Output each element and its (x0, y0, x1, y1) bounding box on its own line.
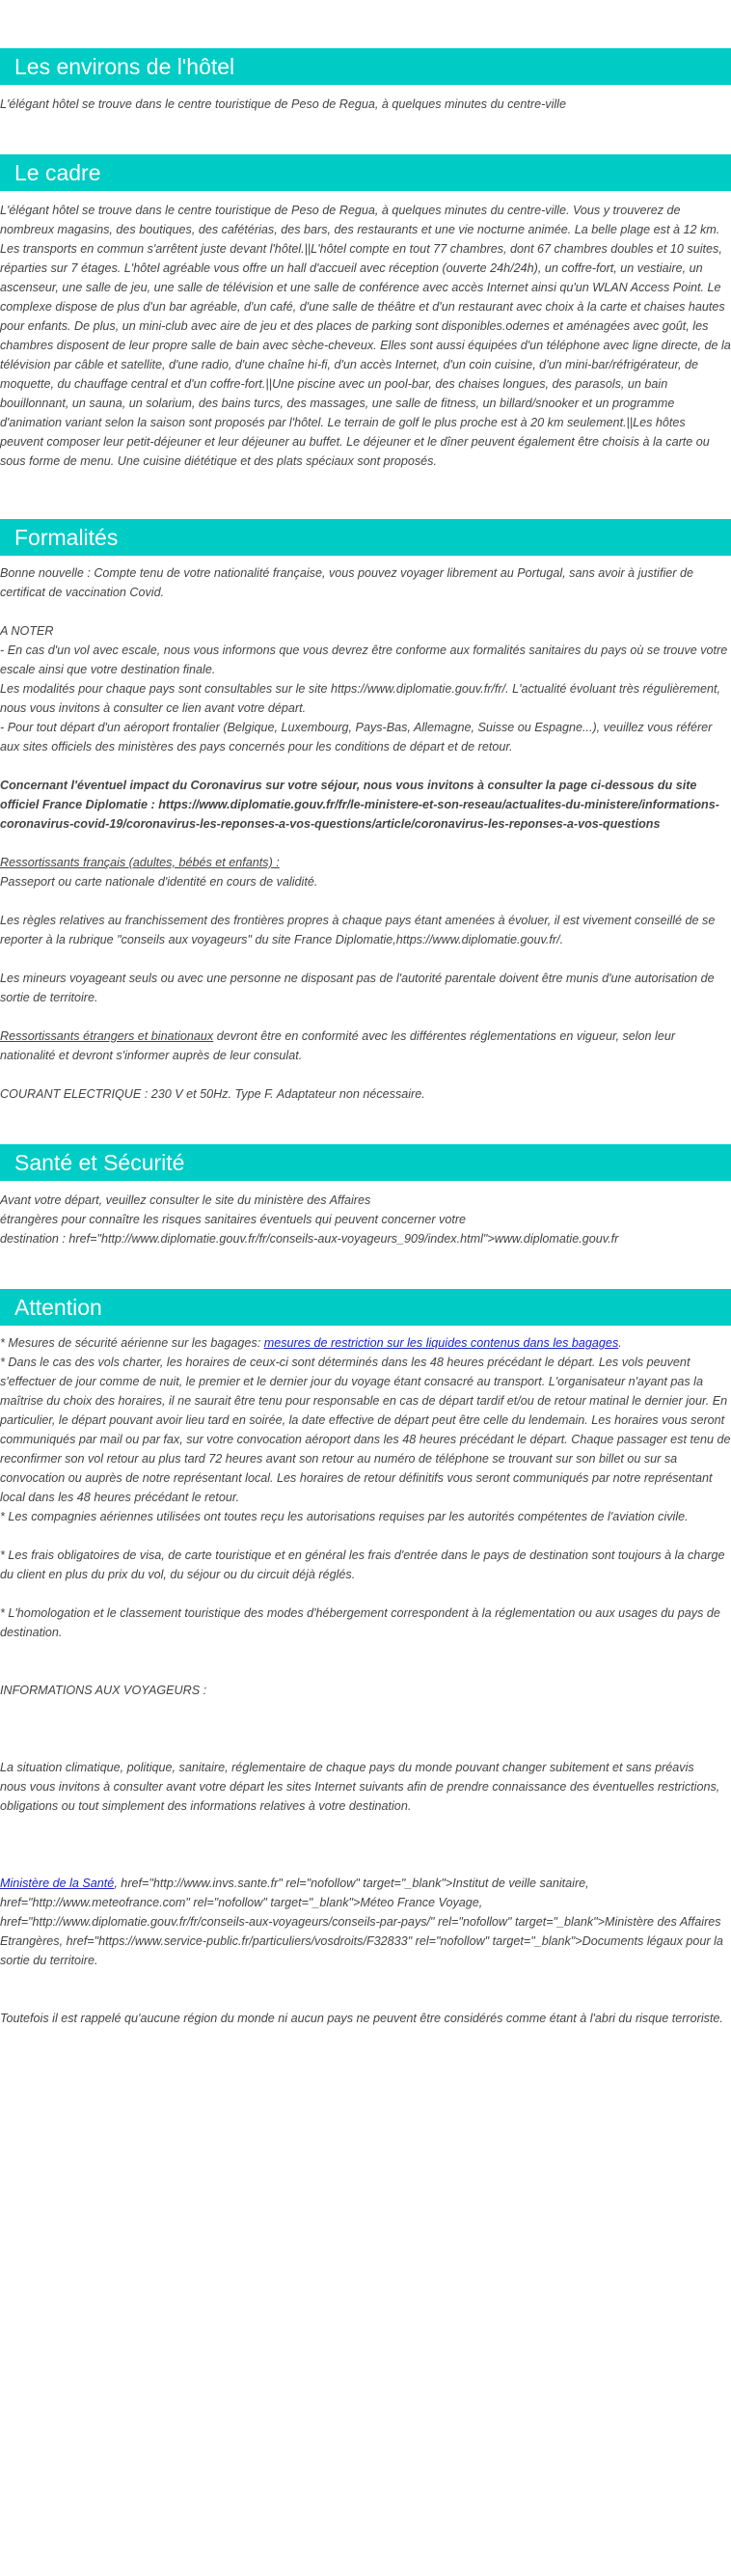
mesures-suffix: . (618, 1336, 622, 1350)
section-environs (0, 0, 731, 114)
ministere-sante-link[interactable]: Ministère de la Santé (0, 1877, 115, 1890)
section-title-formalites: Formalités (0, 519, 731, 556)
environs-text: L'élégant hôtel se trouve dans le centre touristique de Peso de Regua, à quelques minutes du centre-ville (0, 97, 566, 111)
a-noter-heading: A NOTER (0, 624, 54, 638)
a-noter-modalites: Les modalités pour chaque pays sont consultables sur le site https://www.diplomatie.gouv.fr/fr/. L'actualité évoluant très régulièrement, nous vous invitons à consulter ce lien avant votre départ. (0, 682, 720, 715)
ressortissants-etrangers (0, 1027, 731, 1065)
sante-line-3: destination : href="http://www.diplomatie.gouv.fr/fr/conseils-aux-voyageurs_909/index.html">www.diplomatie.gouv.fr (0, 1232, 619, 1246)
covid-notice: Concernant l'éventuel impact du Coronavirus sur votre séjour, nous vous invitons à consulter la page ci-dessous du site officiel France Diplomatie : https://www.diplomatie.gouv.fr/fr/le-ministere-et-son-reseau/actualites-du-ministere/informations-coronavirus-covid-19/coronavirus-les-reponses-a-vos-questions/article/coronavirus-les-reponses-a-vos-questions (0, 779, 719, 831)
ressortissants-etrangers-text: devront être en conformité avec les différentes réglementations en vigueur, selon leur nationalité et devront s'informer auprès de leur consulat. (0, 1029, 676, 1062)
risque-terroriste: Toutefois il est rappelé qu'aucune région du monde ni aucun pays ne peuvent être considérés comme étant à l'abri du risque terroriste. (0, 2012, 723, 2025)
liens-officiels (0, 1874, 731, 1970)
sante-line-2: étrangères pour connaître les risques sanitaires éventuels qui peuvent concerner votre (0, 1213, 467, 1226)
ressortissants-etrangers-label: Ressortissants étrangers et binationaux (0, 1029, 214, 1043)
regles-frontieres: Les règles relatives au franchissement des frontières propres à chaque pays étant amenées à évoluer, il est vivement conseillé de se reporter à la rubrique "conseils aux voyageurs" du site France Diplomatie,https://www.diplomatie.gouv.fr/. (0, 914, 716, 946)
courant-electrique: COURANT ELECTRIQUE : 230 V et 50Hz. Type F. Adaptateur non nécessaire. (0, 1087, 425, 1101)
section-title-cadre: Le cadre (0, 154, 731, 191)
a-noter-escale: - En cas d'un vol avec escale, nous vous informons que vous devrez être conforme aux formalités sanitaires du pays où se trouve votre escale ainsi que votre destination finale. (0, 644, 728, 676)
cadre-text: L'élégant hôtel se trouve dans le centre touristique de Peso de Regua, à quelques minutes du centre-ville. Vous y trouverez de nombreux magasins, des boutiques, des cafétérias, des bars, des restaurants et une vie nocturne animée. La belle plage est à 12 km. Les transports en commun s'arrêtent juste devant l'hôtel.||L'hôtel compte en tout 77 chambres, dont 67 chambres doubles et 10 suites, réparties sur 7 étages. L'hôtel agréable vous offre un hall d'accueil avec réception (ouverte 24h/24h), un coffre-fort, un vestiaire, un ascenseur, une salle de jeu, une salle de télévision et une salle de conférence avec accès Internet ainsi qu'un WLAN Access Point. Le complexe dispose de plus d'un bar agréable, d'un café, d'une salle de théâtre et d'un restaurant avec choix à la carte et chaises hautes pour enfants. De plus, un mini-club avec aire de jeu et des places de parking sont disponibles.odernes et aménagées avec goût, les chambres disposent de leur propre salle de bain avec sèche-cheveux. Elles sont aussi équipées d'un téléphone avec ligne directe, de la télévision par câble et satellite, d'une radio, d'une chaîne hi-fi, d'un accès Internet, d'un coin cuisine, d'un mini-bar/réfrigérateur, de moquette, du chauffage central et d'un coffre-fort.||Une piscine avec un pool-bar, des chaises longues, des parasols, un bain bouillonnant, un sauna, un solarium, des bains turcs, des massages, une salle de fitness, un billard/snooker et un programme d'animation variant selon la saison sont proposés par l'hôtel. Le terrain de golf le plus proche est à 20 km seulement.||Les hôtes peuvent composer leur petit-déjeuner et leur déjeuner au buffet. Le déjeuner et le dîner peuvent également être choisis à la carte ou sous forme de menu. Une cuisine diététique et des plats spéciaux sont proposés. (0, 204, 731, 468)
section-cadre (0, 114, 731, 471)
liens-officiels-text: , href="http://www.invs.sante.fr" rel="nofollow" target="_blank">Institut de veille sanitaire, href="http://www.meteofrance.com" rel="nofollow" target="_blank">Méteo France Voyage, href="http://www.diplomatie.gouv.fr/fr/conseils-aux-voyageurs/conseils-par-pays/" rel="nofollow" target="_blank">Ministère des Affaires Etrangères, href="https://www.service-public.fr/particuliers/vosdroits/F32833" rel="nofollow" target="_blank">Documents légaux pour la sortie du territoire. (0, 1877, 723, 1967)
formalites-intro: Bonne nouvelle : Compte tenu de votre nationalité française, vous pouvez voyager librement au Portugal, sans avoir à justifier de certificat de vaccination Covid. (0, 566, 693, 599)
situation-line-2: nous vous invitons à consulter avant votre départ les sites Internet suivants afin de prendre connaissance des éventuelles restrictions, obligations ou tout simplement des informations relatives à votre destination. (0, 1780, 720, 1813)
situation-line-1: La situation climatique, politique, sanitaire, réglementaire de chaque pays du monde pouvant changer subitement et sans préavis (0, 1761, 694, 1774)
compagnies-aeriennes: * Les compagnies aériennes utilisées ont toutes reçu les autorisations requises par les autorités compétentes de l'aviation civile. (0, 1510, 689, 1523)
frais-obligatoires: * Les frais obligatoires de visa, de carte touristique et en général les frais d'entrée dans le pays de destination sont toujours à la charge du client en plus du prix du vol, du séjour ou du circuit déjà réglés. (0, 1548, 725, 1581)
sante-line-1: Avant votre départ, veuillez consulter le site du ministère des Affaires (0, 1193, 371, 1207)
mesures-securite (0, 1333, 731, 1353)
informations-voyageurs: INFORMATIONS AUX VOYAGEURS : (0, 1684, 207, 1697)
ressortissants-francais-label: Ressortissants français (adultes, bébés et enfants) : (0, 856, 280, 869)
homologation: * L'homologation et le classement touristique des modes d'hébergement correspondent à la réglementation ou aux usages du pays de destination. (0, 1606, 720, 1639)
section-formalites (0, 471, 731, 1104)
ressortissants-francais-text: Passeport ou carte nationale d'identité en cours de validité. (0, 875, 318, 889)
section-attention (0, 1248, 731, 2028)
section-title-attention: Attention (0, 1289, 731, 1326)
mineurs-text: Les mineurs voyageant seuls ou avec une personne ne disposant pas de l'autorité parentale doivent être munis d'une autorisation de sortie de territoire. (0, 972, 715, 1004)
section-title-sante: Santé et Sécurité (0, 1144, 731, 1181)
a-noter-frontalier: - Pour tout départ d'un aéroport frontalier (Belgique, Luxembourg, Pays-Bas, Allemagne, Suisse ou Espagne...), veuillez vous référer aux sites officiels des ministères des pays concernés pour les conditions de départ et de retour. (0, 721, 713, 754)
mesures-prefix: * Mesures de sécurité aérienne sur les bagages: (0, 1336, 264, 1350)
vols-charter: * Dans le cas des vols charter, les horaires de ceux-ci sont déterminés dans les 48 heures précédant le départ. Les vols peuvent s'effectuer de jour comme de nuit, le premier et le dernier jour du voyage étant consacré au transport. L'organisateur n'ayant pas la maîtrise du choix des horaires, il ne saurait être tenu pour responsable en cas de départ tardif et/ou de retour matinal le dernier jour. En particulier, le départ pouvant avoir lieu tard en soirée, la date effective de départ peut être celle du lendemain. Les horaires vous seront communiqués par mail ou par fax, sur votre convocation aéroport dans les 48 heures précédant le départ. Chaque passager est tenu de reconfirmer son vol retour au plus tard 72 heures avant son retour au numéro de téléphone se trouvant sur son billet ou sur sa convocation ou auprès de notre représentant local. Les horaires de retour définitifs vous seront communiqués par notre représentant local dans les 48 heures précédant le retour. (0, 1356, 731, 1504)
section-sante (0, 1104, 731, 1248)
mesures-restriction-link[interactable]: mesures de restriction sur les liquides contenus dans les bagages (263, 1336, 619, 1350)
section-title-environs: Les environs de l'hôtel (0, 48, 731, 85)
